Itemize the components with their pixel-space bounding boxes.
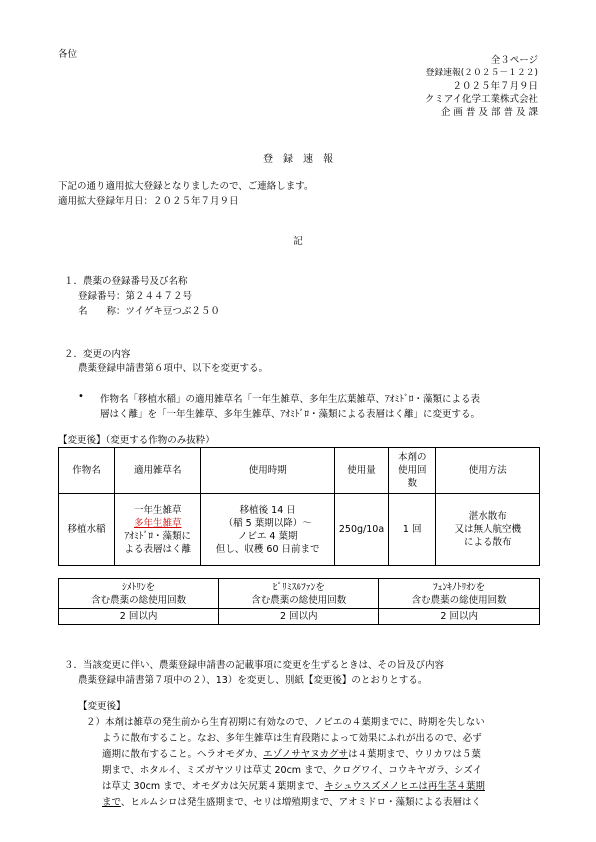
document-title: 登 録 速 報 bbox=[263, 154, 333, 165]
pesticide-name: 名 称：ツイゲキ豆つぶ２５０ bbox=[78, 306, 220, 317]
cell-amount: 250g/10a bbox=[335, 494, 389, 566]
underlined-weed: キシュウスズメノヒエは再生茎４葉期 bbox=[324, 781, 485, 792]
underlined-weed: エゾノサヤヌカグサ bbox=[263, 749, 349, 760]
paragraph-line-6: まで、ヒルムシロは発生盛期まで、セリは増殖期まで、アオミドロ・藻類による表層はく bbox=[102, 797, 481, 808]
intro-line-2: 適用拡大登録年月日：２０２５年７月９日 bbox=[58, 196, 239, 207]
addressee: 各位 bbox=[58, 49, 78, 60]
bullet-line-1: 作物名「移植水稲」の適用雑草名「一年生雑草、多年生広葉雑草、ｱｵﾐﾄﾞﾛ・藻類による表 bbox=[100, 394, 481, 405]
doc-number: 登録速報(２０２５－１２２) bbox=[425, 68, 538, 78]
table-caption: 【変更後】（変更する作物のみ抜粋） bbox=[58, 435, 215, 446]
header-crop: 作物名 bbox=[59, 448, 115, 494]
cell-crop: 移植水稲 bbox=[59, 494, 115, 566]
paragraph-line-5: は草丈 30cm まで、オモダカは矢尻葉４葉期まで、キシュウスズメノヒエは再生茎４葉期 bbox=[102, 781, 485, 792]
changed-weed-text: 多年生雑草 bbox=[133, 517, 182, 529]
header-block bbox=[425, 54, 538, 119]
header-count: 本剤の 使用回 数 bbox=[388, 448, 435, 494]
header-fenquinotrione: ﾌｪﾝｷﾉﾄﾘｵﾝを 含む農薬の総使用回数 bbox=[379, 579, 540, 609]
bullet-dot: • bbox=[78, 391, 84, 402]
value-fenquinotrione: 2 回以内 bbox=[379, 609, 540, 625]
header-pyrimisulfan: ﾋﾟﾘﾐｽﾙﾌｧﾝを 含む農薬の総使用回数 bbox=[219, 579, 379, 609]
paragraph-line-2: ように散布すること。なお、多年生雑草は生育段階によって効果にふれが出るので、必ず bbox=[102, 733, 482, 744]
company-name: クミアイ化学工業株式会社 bbox=[424, 94, 538, 105]
value-simetryn: 2 回以内 bbox=[59, 609, 219, 625]
table-row bbox=[59, 609, 540, 625]
paragraph-line-3: 適期に散布すること。ヘラオモダカ、エゾノサヤヌカグサは４葉期まで、ウリカワは５葉 bbox=[102, 749, 481, 760]
section1-heading: １．農薬の登録番号及び名称 bbox=[64, 276, 188, 287]
section3-label: 【変更後】 bbox=[78, 701, 126, 712]
header-weed: 適用雑草名 bbox=[115, 448, 201, 494]
page-count: 全３ページ bbox=[490, 55, 538, 66]
cell-method: 湛水散布 又は無人航空機 による散布 bbox=[436, 494, 540, 566]
header-simetryn: ｼﾒﾄﾘﾝを 含む農薬の総使用回数 bbox=[59, 579, 219, 609]
registration-number: 登録番号：第２４４７２号 bbox=[78, 291, 193, 302]
table-header-row bbox=[59, 579, 540, 609]
bullet-line-2: 層はく離」を「一年生雑草、多年生雑草、ｱｵﾐﾄﾞﾛ・藻類による表層はく離」に変更する。 bbox=[100, 409, 481, 420]
ki-mark: 記 bbox=[293, 236, 303, 247]
cell-count: 1 回 bbox=[388, 494, 435, 566]
doc-date: ２０２５年７月９日 bbox=[452, 81, 538, 92]
section3-heading: ３．当該変更に伴い、農薬登録申請書の記載事項に変更を生ずるときは、その旨及び内容 bbox=[64, 660, 445, 671]
paragraph-line-1: ２）本剤は雑草の発生前から生育初期に有効なので、ノビエの４葉期までに、時期を失しない bbox=[86, 717, 485, 728]
header-method: 使用方法 bbox=[436, 448, 540, 494]
table-header-row bbox=[59, 448, 540, 494]
section2-sub: 農薬登録申請書第６項中、以下を変更する。 bbox=[78, 363, 269, 374]
header-time: 使用時期 bbox=[201, 448, 335, 494]
section3-line2: 農薬登録申請書第７項中の２）、13）を変更し、別紙【変更後】のとおりとする。 bbox=[78, 675, 428, 686]
paragraph-line-4: 期まで、ホタルイ、ミズガヤツリは草丈 20cm まで、クログワイ、コウキヤガラ、シズイ bbox=[102, 765, 483, 776]
section2-heading: ２．変更の内容 bbox=[64, 349, 131, 360]
application-table bbox=[58, 447, 540, 566]
total-usage-table bbox=[58, 578, 540, 625]
value-pyrimisulfan: 2 回以内 bbox=[219, 609, 379, 625]
table-row bbox=[59, 494, 540, 566]
department-name: 企 画 普 及 部 普 及 課 bbox=[440, 107, 538, 118]
intro-line-1: 下記の通り適用拡大登録となりましたので、ご連絡します。 bbox=[58, 181, 314, 192]
cell-weed: 一年生雑草 多年生雑草 ｱｵﾐﾄﾞﾛ・藻類に よる表層はく離 bbox=[115, 494, 201, 566]
cell-time: 移植後 14 日 （稲 5 葉期以降）～ ノビエ 4 葉期 但し、収穫 60 日前まで bbox=[201, 494, 335, 566]
header-amount: 使用量 bbox=[335, 448, 389, 494]
